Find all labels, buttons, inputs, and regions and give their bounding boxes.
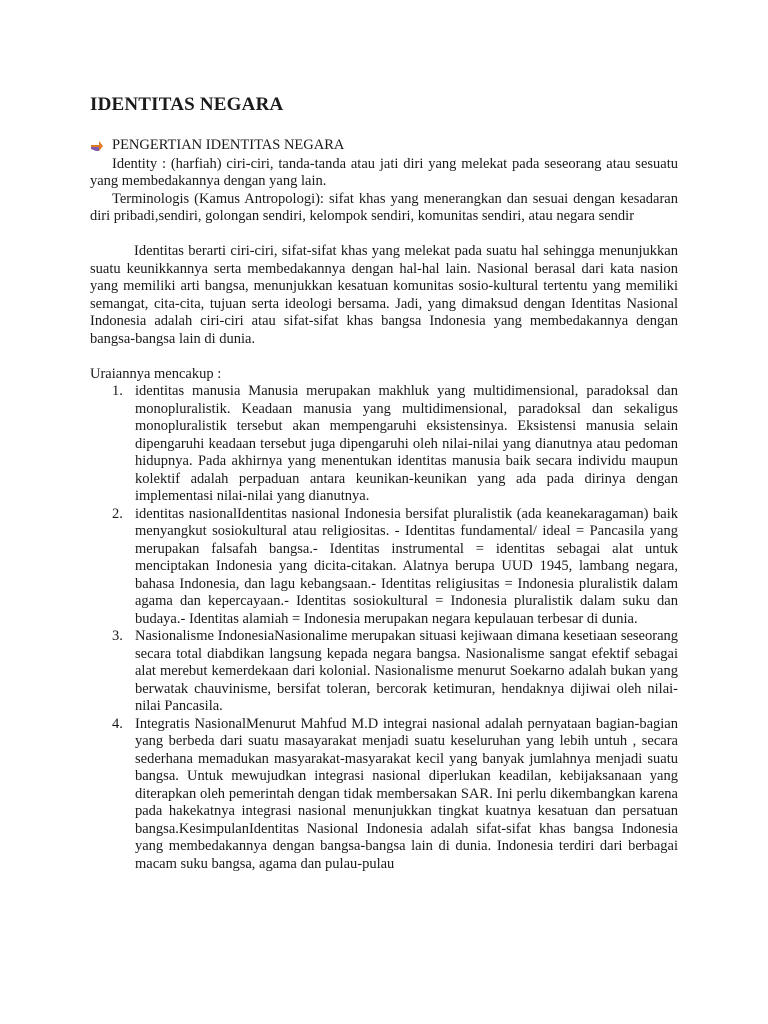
terminologis-paragraph: Terminologis (Kamus Antropologi): sifat khas yang menerangkan dan sesuai dengan kesadaran diri pribadi,sendiri, golongan sendiri, kelompok sendiri, komunitas sendiri, atau negara sendir	[90, 190, 678, 224]
identity-paragraph: Identity : (harfiah) ciri-ciri, tanda-tanda atau jati diri yang melekat pada seseorang atau sesuatu yang membedakannya dengan yang lain.	[90, 155, 678, 189]
list-item-number: 3.	[112, 628, 123, 644]
spacer	[90, 226, 678, 244]
list-item-number: 2.	[112, 505, 123, 522]
list-item-text: Integratis NasionalMenurut Mahfud M.D integrai nasional adalah pernyataan bagian-bagian yang berbeda dari suatu masayarakat menjadi suatu keseluruhan yang lebih untuh , secara sederhana memadukan masyarakat-masyarakat kecil yang banyak jumlahnya menjadi suatu bangsa. Untuk mewujudkan integrasi nasional diperlukan keadilan, kebijaksanaan yang diterapkan oleh pemerintah dengan tidak membersakan SAR. Ini perlu dikembangkan karena pada hakekatnya integrasi nasional menunjukkan tingkat kuatnya kesatuan dan persatuan bangsa.KesimpulanIdentitas Nasional Indonesia adalah sifat-sifat khas bangsa Indonesia yang membedakannya dengan bangsa-bangsa lain di dunia. Indonesia terdiri dari berbagai macam suku bangsa, agama dan pulau-pulau	[135, 715, 678, 872]
list-item	[112, 628, 678, 716]
arrow-bullet-icon	[90, 139, 104, 153]
document-title: IDENTITAS NEGARA	[90, 94, 284, 115]
list-item	[112, 383, 678, 506]
list-intro: Uraiannya mencakup :	[90, 365, 222, 382]
list-item	[112, 505, 678, 629]
identitas-paragraph: Identitas berarti ciri-ciri, sifat-sifat khas yang melekat pada suatu hal sehingga menunjukkan suatu keunikkannya serta membedakannya dengan hal-hal lain. Nasional berasal dari kata nasion yang memiliki arti bangsa, menunjukkan kesatuan komunitas sosio-kultural tertentu yang memiliki semangat, cita-cita, tujuan serta ideologi bersama. Jadi, yang dimaksud dengan Identitas Nasional Indonesia adalah ciri-ciri atau sifat-sifat khas bangsa Indonesia yang membedakannya dengan bangsa-bangsa lain di dunia.	[90, 243, 678, 347]
list-item-number: 1.	[112, 383, 123, 399]
list-item	[112, 715, 678, 874]
spacer	[90, 348, 678, 366]
list-item-text: identitas nasionalIdentitas nasional Indonesia bersifat pluralistik (ada keanekaragaman) baik menyangkut sosiokultural atau religiositas. - Identitas fundamental/ ideal = Pancasila yang merupakan falsafah bangsa.- Identitas instrumental = identitas sebagai alat untuk menciptakan Indonesia yang dicita-citakan. Alatnya berupa UUD 1945, lambang negara, bahasa Indonesia, dan lagu kebangsaan.- Identitas religiusitas = Indonesia pluralistik dalam agama dan kepercayaan.- Identitas sosiokultural = Indonesia pluralistik dalam suku dan budaya.- Identitas alamiah = Indonesia merupakan negara kepulauan terbesar di dunia.	[135, 505, 678, 627]
list-item-text: Nasionalisme IndonesiaNasionalime merupakan situasi kejiwaan dimana kesetiaan seseorang secara total diabdikan langsung kepada negara bangsa. Nasionalisme sangat efektif sebagai alat merebut kemerdekaan dari kolonial. Nasionalisme menurut Soekarno adalah bukan yang berwatak chauvinisme, bersifat toleran, bercorak ketimuran, hendaknya dijiwai oleh nilai-nilai Pancasila.	[135, 628, 678, 714]
list-item-number: 4.	[112, 715, 123, 732]
section-heading-text: PENGERTIAN IDENTITAS NEGARA	[112, 137, 345, 153]
section-heading	[90, 137, 678, 155]
list-item-text: identitas manusia Manusia merupakan makhluk yang multidimensional, paradoksal dan monopluralistik. Keadaan manusia yang multidimensional, paradoksal dan sekaligus monopluralistik tersebut akan mempengaruhi eksistensinya. Eksistensi manusia selain dipengaruhi keadaan tersebut juga dipengaruhi oleh nilai-nilai yang dianutnya atau pedoman hidupnya. Pada akhirnya yang menentukan identitas manusia baik secara individu maupun kolektif adalah perpaduan antara keunikan-keunikan yang ada pada dirinya dengan implementasi nilai-nilai yang dianutnya.	[135, 383, 678, 504]
numbered-list	[90, 383, 678, 873]
